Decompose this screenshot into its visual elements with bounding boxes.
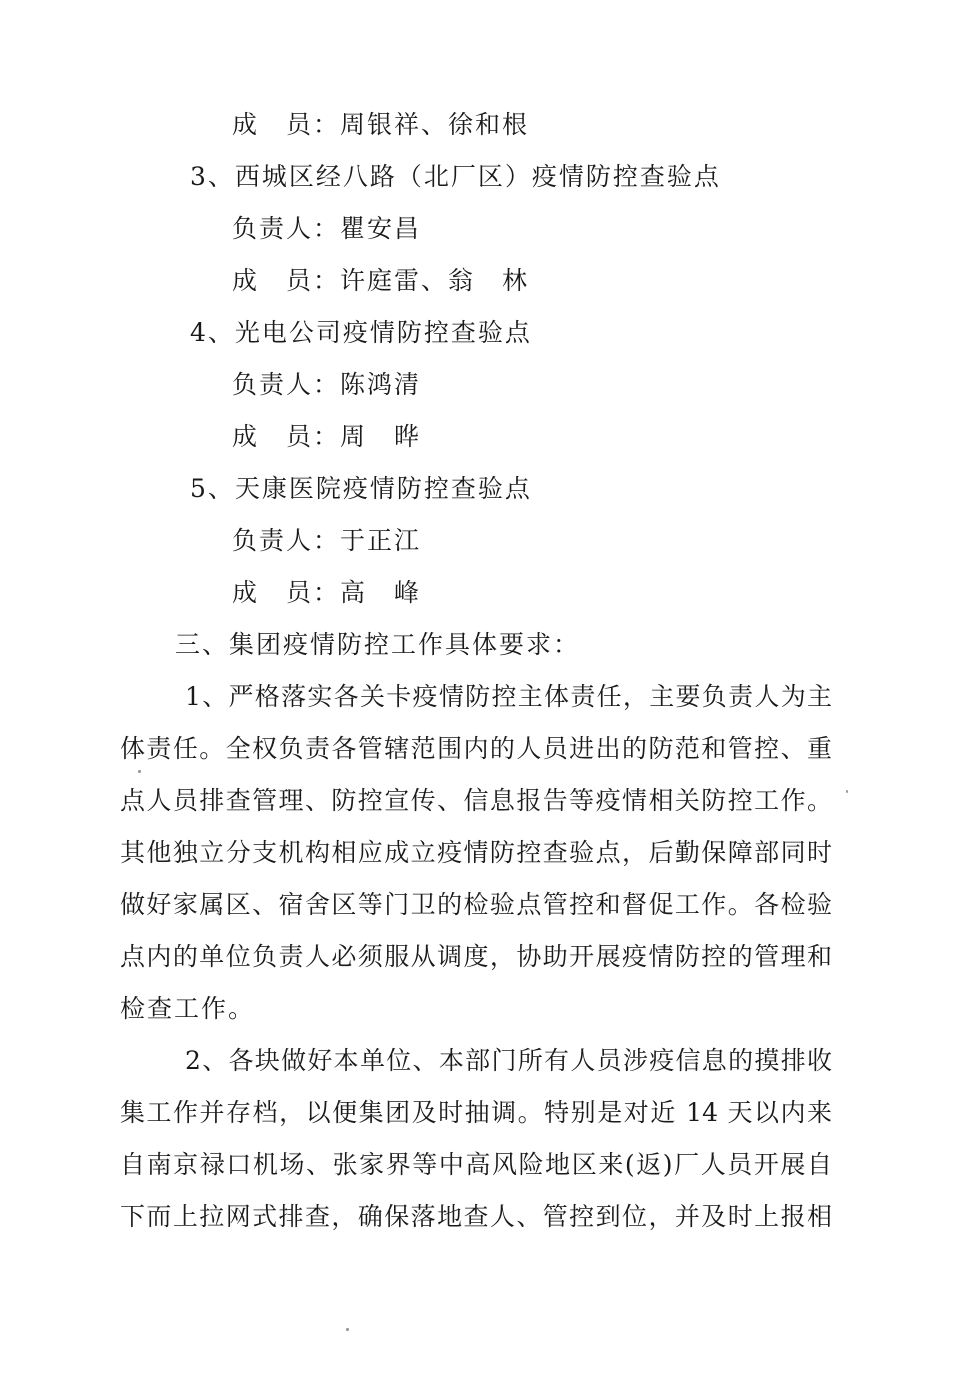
group4-title: 4、光电公司疫情防控查验点: [190, 318, 532, 347]
item1-line: 做好家属区、宿舍区等门卫的检验点管控和督促工作。各检验: [120, 890, 832, 919]
item1-line: 体责任。全权负责各管辖范围内的人员进出的防范和管控、重: [120, 734, 832, 763]
group2-members: 成 员：周银祥、徐和根: [232, 110, 530, 139]
item2-line: 自南京禄口机场、张家界等中高风险地区来(返)厂人员开展自: [120, 1150, 832, 1179]
item1-line: 其他独立分支机构相应成立疫情防控查验点，后勤保障部同时: [120, 838, 832, 867]
group5-title: 5、天康医院疫情防控查验点: [190, 474, 532, 503]
item2-line: 2、各块做好本单位、本部门所有人员涉疫信息的摸排收: [185, 1046, 832, 1075]
item2-line: 集工作并存档，以便集团及时抽调。特别是对近 14 天以内来: [120, 1098, 832, 1127]
scan-speck: [346, 1328, 349, 1331]
group5-leader: 负责人：于正江: [232, 526, 422, 555]
item1-line: 点人员排查管理、防控宣传、信息报告等疫情相关防控工作。: [120, 786, 832, 815]
group4-members: 成 员：周 晔: [232, 422, 422, 451]
section3-heading: 三、集团疫情防控工作具体要求：: [175, 630, 581, 659]
item1-line: 点内的单位负责人必须服从调度，协助开展疫情防控的管理和: [120, 942, 832, 971]
item1-line: 1、严格落实各关卡疫情防控主体责任，主要负责人为主: [185, 682, 832, 711]
group5-members: 成 员：高 峰: [232, 578, 422, 607]
item2-line: 下而上拉网式排查，确保落地查人、管控到位，并及时上报相: [120, 1202, 832, 1231]
group4-leader: 负责人：陈鸿清: [232, 370, 422, 399]
group3-members: 成 员：许庭雷、翁 林: [232, 266, 530, 295]
scan-speck: [846, 790, 848, 793]
scan-speck: [138, 770, 141, 773]
item1-line: 检查工作。: [120, 994, 256, 1023]
group3-title: 3、西城区经八路（北厂区）疫情防控查验点: [190, 162, 721, 191]
group3-leader: 负责人：瞿安昌: [232, 214, 422, 243]
